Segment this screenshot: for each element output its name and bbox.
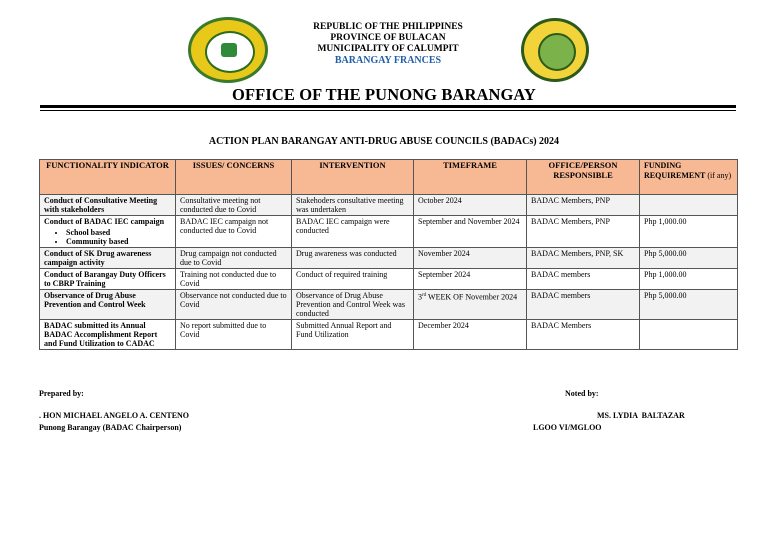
- header-barangay: BARANGAY FRANCES: [334, 55, 442, 66]
- col-header-office: OFFICE/PERSON RESPONSIBLE: [527, 160, 640, 195]
- action-plan-table: [39, 159, 738, 350]
- cell-office: BADAC members: [527, 269, 640, 290]
- cell-funding: Php 1,000.00: [640, 269, 738, 290]
- cell-issues: Training not conducted due to Covid: [176, 269, 292, 290]
- prepared-by-title: Punong Barangay (BADAC Chairperson): [39, 423, 182, 432]
- table-row: [40, 269, 738, 290]
- cell-timeframe: December 2024: [414, 320, 527, 350]
- cell-timeframe: September 2024: [414, 269, 527, 290]
- table-header-row: [40, 160, 738, 195]
- cell-indicator: [40, 216, 176, 248]
- cell-funding: Php 5,000.00: [640, 290, 738, 320]
- timeframe-ordinal-suffix: rd: [422, 293, 427, 298]
- cell-funding: Php 1,000.00: [640, 216, 738, 248]
- table-row: [40, 195, 738, 216]
- col-header-issues: ISSUES/ CONCERNS: [176, 160, 292, 195]
- timeframe-ordinal: 3: [418, 292, 422, 302]
- header-province: PROVINCE OF BULACAN: [330, 33, 446, 43]
- cell-intervention: Observance of Drug Abuse Prevention and Control Week was conducted: [292, 290, 414, 320]
- table-row: [40, 320, 738, 350]
- cell-funding: Php 5,000.00: [640, 248, 738, 269]
- cell-indicator: Conduct of SK Drug awareness campaign activity: [40, 248, 176, 269]
- cell-indicator: BADAC submitted its Annual BADAC Accomplishment Report and Fund Utilization to CADAC: [40, 320, 176, 350]
- header-municipality: MUNICIPALITY OF CALUMPIT: [317, 44, 459, 54]
- cell-office: BADAC Members, PNP: [527, 216, 640, 248]
- col-header-indicator: FUNCTIONALITY INDICATOR: [40, 160, 176, 195]
- indicator-text: Conduct of BADAC IEC campaign: [44, 217, 165, 226]
- cell-issues: Drug campaign not conducted due to Covid: [176, 248, 292, 269]
- bullet-item: • School based: [66, 228, 171, 237]
- timeframe-text: WEEK OF November 2024: [426, 292, 518, 302]
- bullet-item: • Community based: [66, 237, 171, 246]
- cell-issues: Observance not conducted due to Covid: [176, 290, 292, 320]
- cell-issues: Consultative meeting not conducted due to Covid: [176, 195, 292, 216]
- cell-issues: BADAC IEC campaign not conducted due to Covid: [176, 216, 292, 248]
- noted-by-label: Noted by:: [565, 389, 599, 398]
- table-row: [40, 248, 738, 269]
- cell-office: BADAC members: [527, 290, 640, 320]
- col-header-intervention: INTERVENTION: [292, 160, 414, 195]
- cell-indicator: Observance of Drug Abuse Prevention and Control Week: [40, 290, 176, 320]
- letterhead: [270, 22, 506, 66]
- prepared-by-label: Prepared by:: [39, 389, 84, 398]
- cell-intervention: Drug awareness was conducted: [292, 248, 414, 269]
- col-header-timeframe: TIMEFRAME: [414, 160, 527, 195]
- cell-timeframe: October 2024: [414, 195, 527, 216]
- cell-indicator: Conduct of Barangay Duty Officers to CBRP Training: [40, 269, 176, 290]
- prepared-by-name: . HON MICHAEL ANGELO A. CENTENO: [39, 411, 190, 420]
- plan-title: ACTION PLAN BARANGAY ANTI-DRUG ABUSE COUNCILS (BADACs) 2024: [208, 136, 560, 147]
- municipality-seal-logo: [521, 18, 589, 82]
- indicator-bullets: [44, 228, 171, 246]
- noted-by-title: LGOO VI/MGLOO: [533, 423, 602, 432]
- cell-office: BADAC Members, PNP: [527, 195, 640, 216]
- cell-timeframe: [414, 290, 527, 320]
- cell-funding: [640, 320, 738, 350]
- cell-intervention: Submitted Annual Report and Fund Utilization: [292, 320, 414, 350]
- cell-timeframe: September and November 2024: [414, 216, 527, 248]
- header-republic: REPUBLIC OF THE PHILIPPINES: [313, 22, 463, 32]
- cell-funding: [640, 195, 738, 216]
- office-title: OFFICE OF THE PUNONG BARANGAY: [232, 85, 536, 104]
- noted-by-name: MS. LYDIA BALTAZAR: [597, 411, 685, 420]
- cell-intervention: Conduct of required training: [292, 269, 414, 290]
- cell-intervention: Stakehoders consultative meeting was undertaken: [292, 195, 414, 216]
- header-divider-thick: [40, 105, 736, 108]
- cell-indicator: Conduct of Consultative Meeting with stakeholders: [40, 195, 176, 216]
- col-header-funding: [640, 160, 738, 195]
- header-divider-thin: [40, 110, 736, 111]
- cell-intervention: BADAC IEC campaign were conducted: [292, 216, 414, 248]
- barangay-seal-logo: [188, 17, 268, 83]
- cell-office: BADAC Members, PNP, SK: [527, 248, 640, 269]
- funding-header-note: (if any): [705, 170, 732, 180]
- cell-issues: No report submitted due to Covid: [176, 320, 292, 350]
- funding-header-label: FUNDING REQUIREMENT: [644, 161, 706, 180]
- cell-office: BADAC Members: [527, 320, 640, 350]
- table-row: [40, 216, 738, 248]
- cell-timeframe: November 2024: [414, 248, 527, 269]
- table-row: [40, 290, 738, 320]
